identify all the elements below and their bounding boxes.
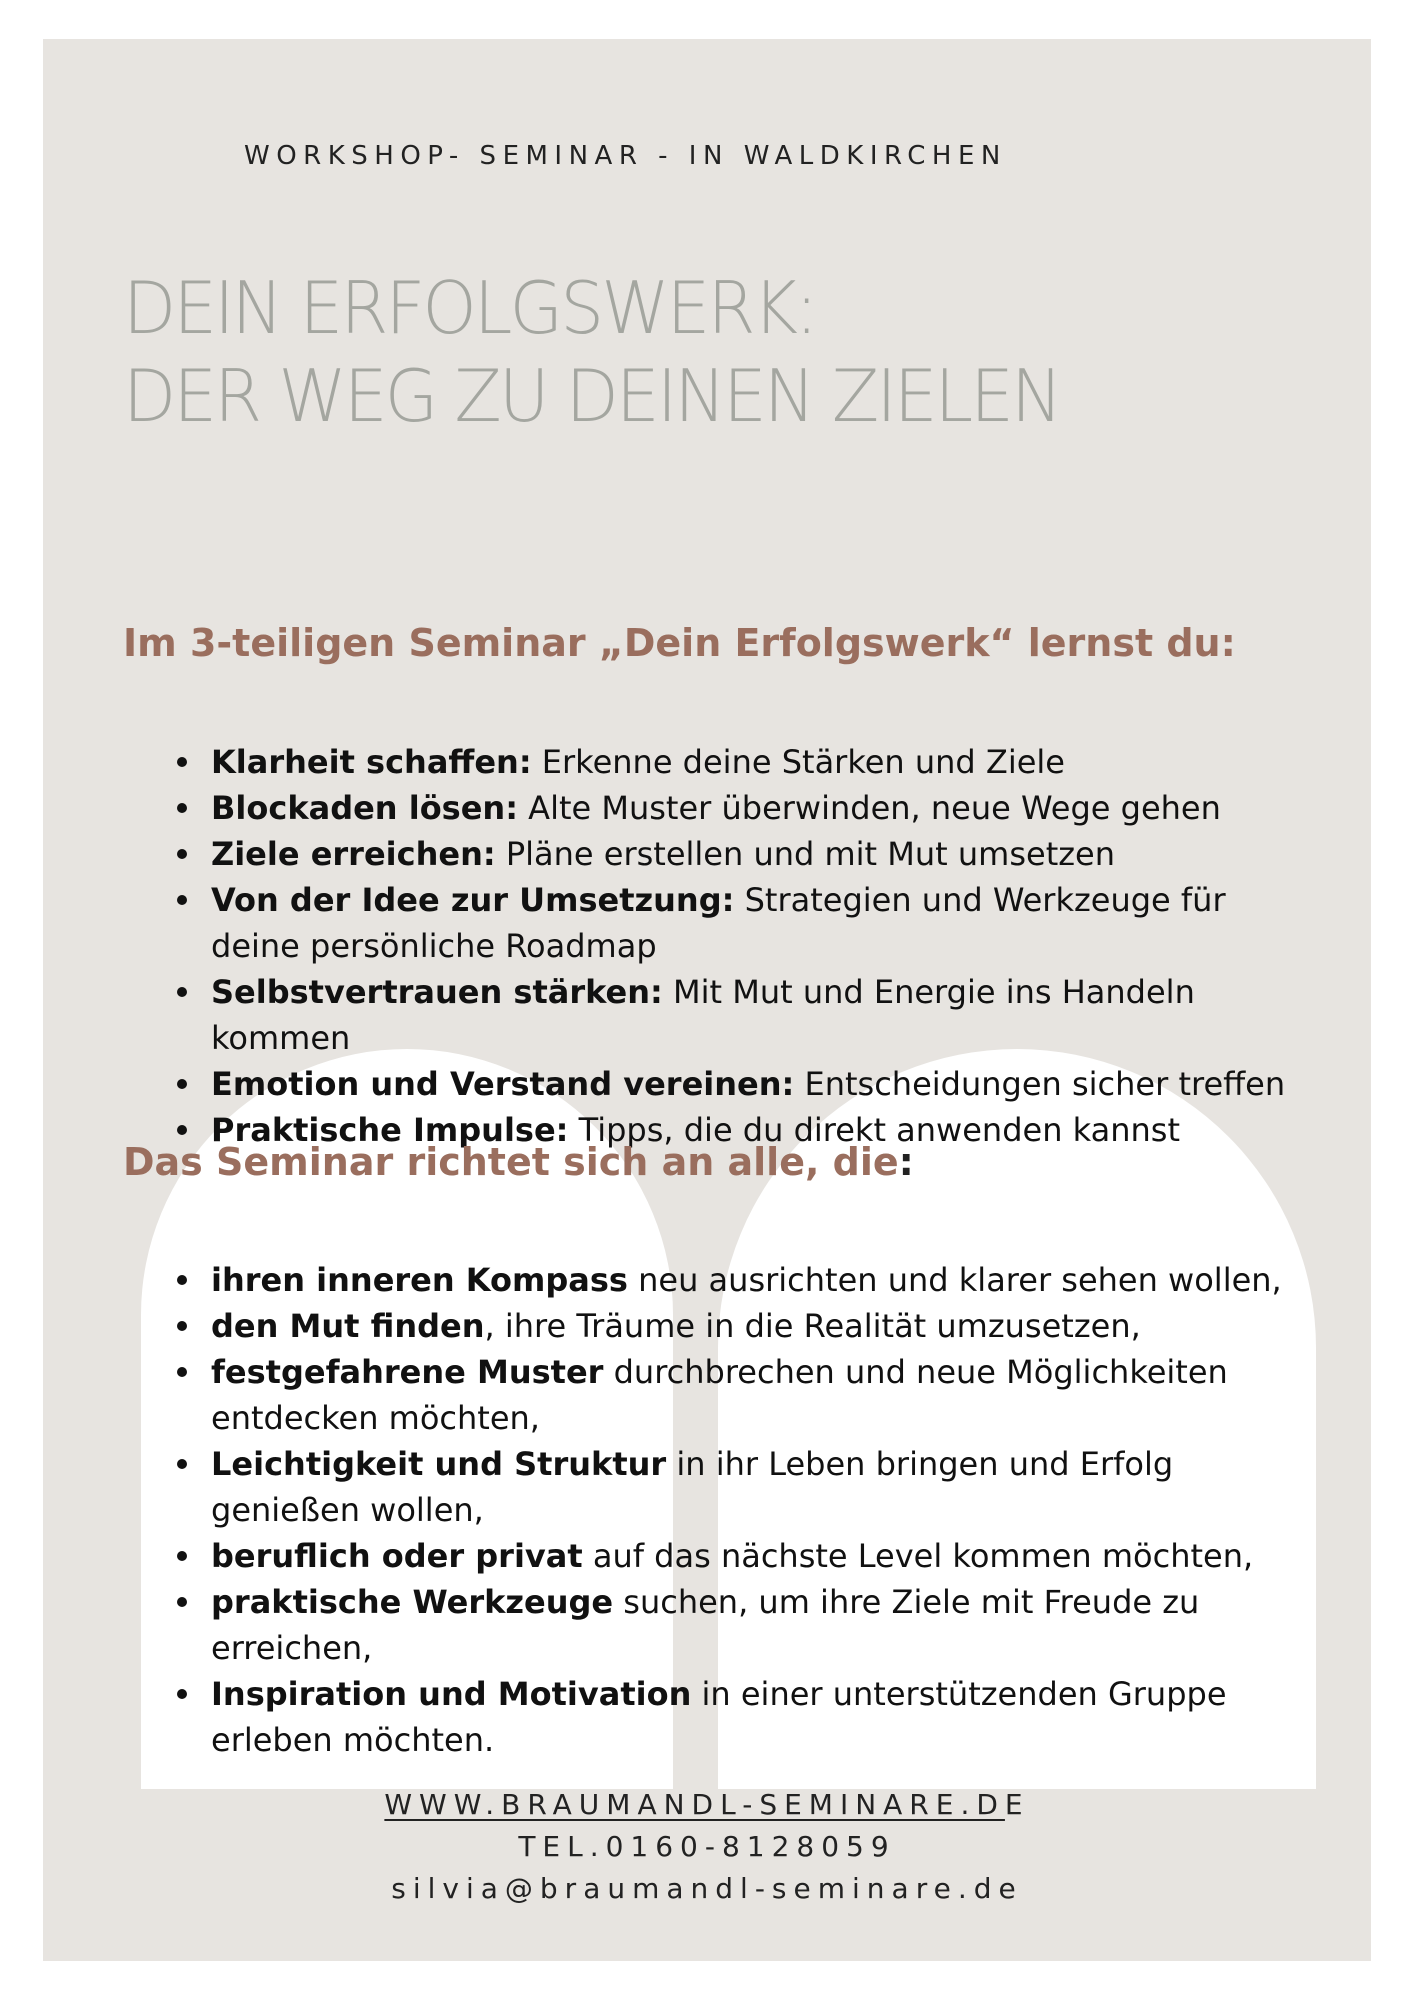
list-item: Von der Idee zur Umsetzung: Strategien und Werkzeuge für deine persönliche Roadmap xyxy=(211,877,1313,969)
learning-goals-heading: Im 3-teiligen Seminar „Dein Erfolgswerk“ lernst du: xyxy=(123,621,1236,665)
phone-number: TEL.0160-8128059 xyxy=(518,1830,896,1863)
bullet-icon xyxy=(177,803,187,813)
bullet-icon xyxy=(177,1689,187,1699)
learning-goals-list xyxy=(123,739,1313,1153)
audience-heading: Das Seminar richtet sich an alle, die: xyxy=(123,1140,914,1184)
bullet-icon xyxy=(177,1459,187,1469)
title-line-1: DEIN ERFOLGSWERK: xyxy=(123,266,816,350)
event-kicker: WORKSHOP- SEMINAR - IN WALDKIRCHEN xyxy=(244,141,1007,171)
list-item: praktische Werkzeuge suchen, um ihre Ziele mit Freude zu erreichen, xyxy=(211,1579,1313,1671)
list-item: beruflich oder privat auf das nächste Level kommen möchten, xyxy=(211,1533,1313,1579)
bullet-icon xyxy=(177,895,187,905)
list-item: Klarheit schaffen: Erkenne deine Stärken und Ziele xyxy=(211,739,1313,785)
flyer-panel xyxy=(43,39,1371,1961)
list-item: Praktische Impulse: Tipps, die du direkt anwenden kannst xyxy=(211,1107,1313,1153)
contact-footer xyxy=(43,1784,1371,1910)
bullet-icon xyxy=(177,757,187,767)
list-item: Ziele erreichen: Pläne erstellen und mit Mut umsetzen xyxy=(211,831,1313,877)
list-item: Inspiration und Motivation in einer unterstützenden Gruppe erleben möchten. xyxy=(211,1671,1313,1763)
website-link[interactable]: WWW.BRAUMANDL-SEMINARE.DE xyxy=(384,1788,1030,1821)
bullet-icon xyxy=(177,1321,187,1331)
list-item: ihren inneren Kompass neu ausrichten und klarer sehen wollen, xyxy=(211,1257,1313,1303)
bullet-icon xyxy=(177,1275,187,1285)
list-item: Leichtigkeit und Struktur in ihr Leben bringen und Erfolg genießen wollen, xyxy=(211,1441,1313,1533)
bullet-icon xyxy=(177,1079,187,1089)
bullet-icon xyxy=(177,1367,187,1377)
bullet-icon xyxy=(177,1125,187,1135)
list-item: festgefahrene Muster durchbrechen und neue Möglichkeiten entdecken möchten, xyxy=(211,1349,1313,1441)
bullet-icon xyxy=(177,849,187,859)
list-item: Emotion und Verstand vereinen: Entscheidungen sicher treffen xyxy=(211,1061,1313,1107)
bullet-icon xyxy=(177,987,187,997)
bullet-icon xyxy=(177,1551,187,1561)
list-item: den Mut finden, ihre Träume in die Realität umzusetzen, xyxy=(211,1303,1313,1349)
bullet-icon xyxy=(177,1597,187,1607)
audience-list xyxy=(123,1257,1313,1763)
page-title xyxy=(123,264,1060,440)
email-address[interactable]: silvia@braumandl-seminare.de xyxy=(391,1872,1023,1905)
list-item: Selbstvertrauen stärken: Mit Mut und Energie ins Handeln kommen xyxy=(211,969,1313,1061)
list-item: Blockaden lösen: Alte Muster überwinden, neue Wege gehen xyxy=(211,785,1313,831)
title-line-2: DER WEG ZU DEINEN ZIELEN xyxy=(123,354,1060,438)
